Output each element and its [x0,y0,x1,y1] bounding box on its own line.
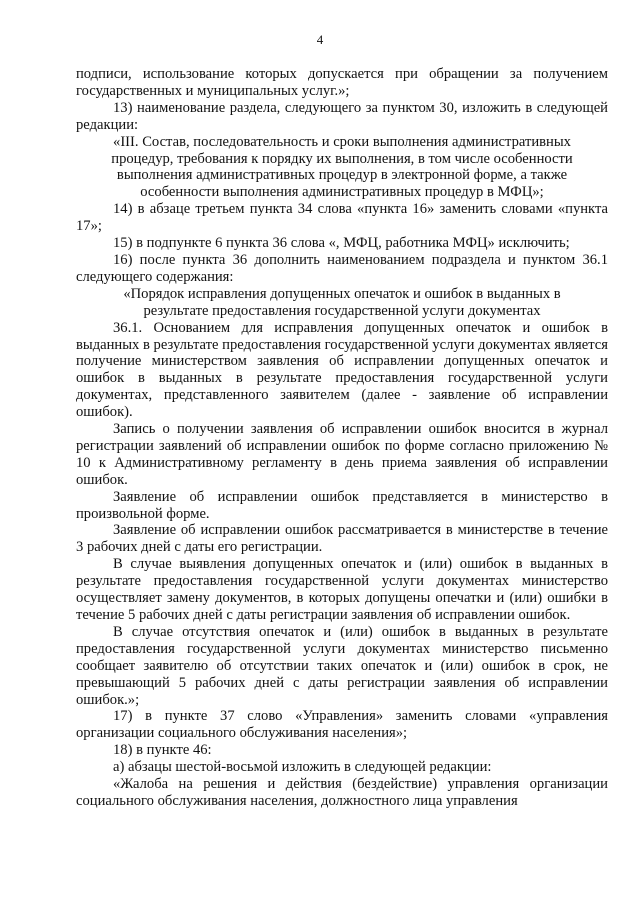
paragraph-item-14: 14) в абзаце третьем пункта 34 слова «пункта 16» заменить словами «пункта 17»; [76,201,608,235]
paragraph-item-18: 18) в пункте 46: [113,742,212,759]
paragraph-complaint: «Жалоба на решения и действия (бездействие) управления организации социального обслуживания населения, должностного лица управления [76,776,608,809]
document-body [76,66,608,810]
paragraph-continuation: подписи, использование которых допускается при обращении за получением государственных и муниципальных услуг.»; [76,66,608,99]
paragraph-subitem-a: а) абзацы шестой-восьмой изложить в следующей редакции: [113,759,492,776]
paragraph-review-period: Заявление об исправлении ошибок рассматривается в министерстве в течение 3 рабочих дней с даты его регистрации. [76,522,608,556]
paragraph-36-1-basis: 36.1. Основанием для исправления допущенных опечаток и ошибок в выданных в результате предоставления государственной услуги документах является получение министерством заявления об исправлении допущенных опечаток и ошибок в выданных в результате предоставления государственной услуги документах, представленного заявителем (далее - заявление об исправлении ошибок). [76,319,608,421]
paragraph-item-17: 17) в пункте 37 слово «Управления» заменить словами «управления организации социального обслуживания населения»; [76,708,608,742]
paragraph-item-15: 15) в подпункте 6 пункта 36 слова «, МФЦ, работника МФЦ» исключить; [113,235,570,252]
paragraph-document-replacement: В случае выявления допущенных опечаток и (или) ошибок в выданных в результате предоставления государственной услуги документах министерство осуществляет замену документов, в которых допущены опечатки и (или) ошибки в течение 5 рабочих дней с даты регистрации заявления об исправлении ошибок. [76,556,608,623]
paragraph-item-13: 13) наименование раздела, следующего за пунктом 30, изложить в следующей редакции: [76,99,608,133]
paragraph-free-form-application: Заявление об исправлении ошибок представляется в министерство в произвольной форме. [76,488,608,522]
subsection-heading-36-1: «Порядок исправления допущенных опечаток и ошибок в выданных в результате предоставления государственной услуги документах [123,285,561,319]
paragraph-item-16: 16) после пункта 36 дополнить наименованием подраздела и пунктом 36.1 следующего содержания: [76,251,608,285]
page-number: 4 [316,32,324,47]
paragraph-no-errors-notice: В случае отсутствия опечаток и (или) ошибок в выданных в результате предоставления государственной услуги документах министерство письменно сообщает заявителю об отсутствии таких опечаток и (или) ошибок в срок, не превышающий 5 рабочих дней с даты регистрации заявления об исправлении ошибок.»; [76,623,608,708]
section-heading-iii: «III. Состав, последовательность и сроки выполнения административных процедур, требования к порядку их выполнения, в том числе особенности выполнения административных процедур в электронной форме, а также особенности выполнения административных процедур в МФЦ»; [111,133,573,201]
paragraph-journal-record: Запись о получении заявления об исправлении ошибок вносится в журнал регистрации заявлений об исправлении ошибок по форме согласно приложению № 10 к Административному регламенту в день приема заявления об исправлении ошибок. [76,421,608,488]
